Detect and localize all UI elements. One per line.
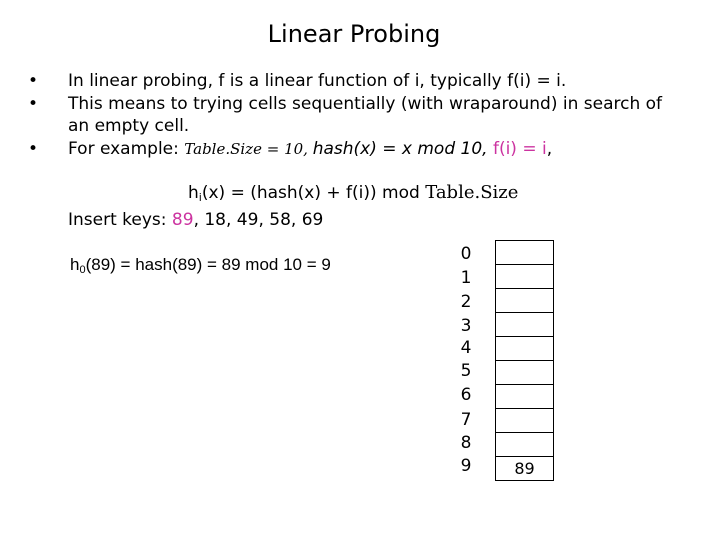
slot-index: 3 — [460, 316, 472, 336]
table-slot — [496, 265, 553, 289]
table-slot — [496, 409, 553, 433]
table-slot — [496, 385, 553, 409]
h0-sub: 0 — [79, 264, 86, 276]
formula-rest: (x) = (hash(x) + f(i)) mod — [201, 183, 426, 203]
slide-title: Linear Probing — [267, 20, 441, 48]
slot-index: 5 — [460, 361, 472, 381]
bullet-text: This means to trying cells sequentially (with wraparound) in search of an empty cell. — [68, 94, 663, 136]
bullet-item-example — [28, 138, 688, 160]
h0-h: h — [70, 255, 80, 274]
bullet-item-linear-function — [28, 70, 688, 92]
slot-index: 1 — [460, 268, 472, 288]
bullet-list — [28, 70, 688, 161]
example-hash: hash(x) = x mod 10, — [312, 139, 493, 159]
formula-h: h — [188, 183, 199, 203]
slot-column — [495, 240, 554, 481]
bullet-item-sequential — [28, 93, 688, 137]
bullet-dot: • — [28, 94, 39, 114]
slot-index: 9 — [460, 456, 472, 476]
slot-index: 4 — [460, 338, 472, 358]
table-slot — [496, 289, 553, 313]
slot-index: 0 — [460, 244, 472, 264]
slot-index: 8 — [460, 433, 472, 453]
slot-index: 2 — [460, 292, 472, 312]
table-slot — [496, 241, 553, 265]
insert-first-key: 89 — [171, 210, 194, 230]
insert-label: Insert keys: — [68, 210, 172, 230]
formula-tablesize: Table.Size — [425, 182, 519, 203]
bullet-text: In linear probing, f is a linear function of i, typically f(i) = i. — [68, 71, 567, 91]
example-tablesize: Table.Size = 10, — [184, 140, 313, 158]
bullet-dot: • — [28, 139, 39, 159]
insert-keys-line — [68, 210, 323, 230]
slot-index: 6 — [460, 385, 472, 405]
h0-rest: (89) = hash(89) = 89 mod 10 = 9 — [85, 255, 331, 274]
bullet-dot: • — [28, 71, 39, 91]
example-fi: f(i) = i — [492, 139, 547, 159]
table-slot: 89 — [514, 459, 535, 478]
table-slot — [496, 361, 553, 385]
probe-formula — [188, 182, 518, 204]
table-slot — [496, 433, 553, 457]
insert-other-keys: , 18, 49, 58, 69 — [193, 210, 324, 230]
formula-sub: i — [198, 191, 202, 204]
table-slot — [496, 313, 553, 337]
example-prefix: For example: — [68, 139, 185, 159]
table-slot — [496, 337, 553, 361]
h0-computation — [70, 255, 331, 276]
slot-index: 7 — [460, 410, 472, 430]
example-end: , — [546, 139, 553, 159]
